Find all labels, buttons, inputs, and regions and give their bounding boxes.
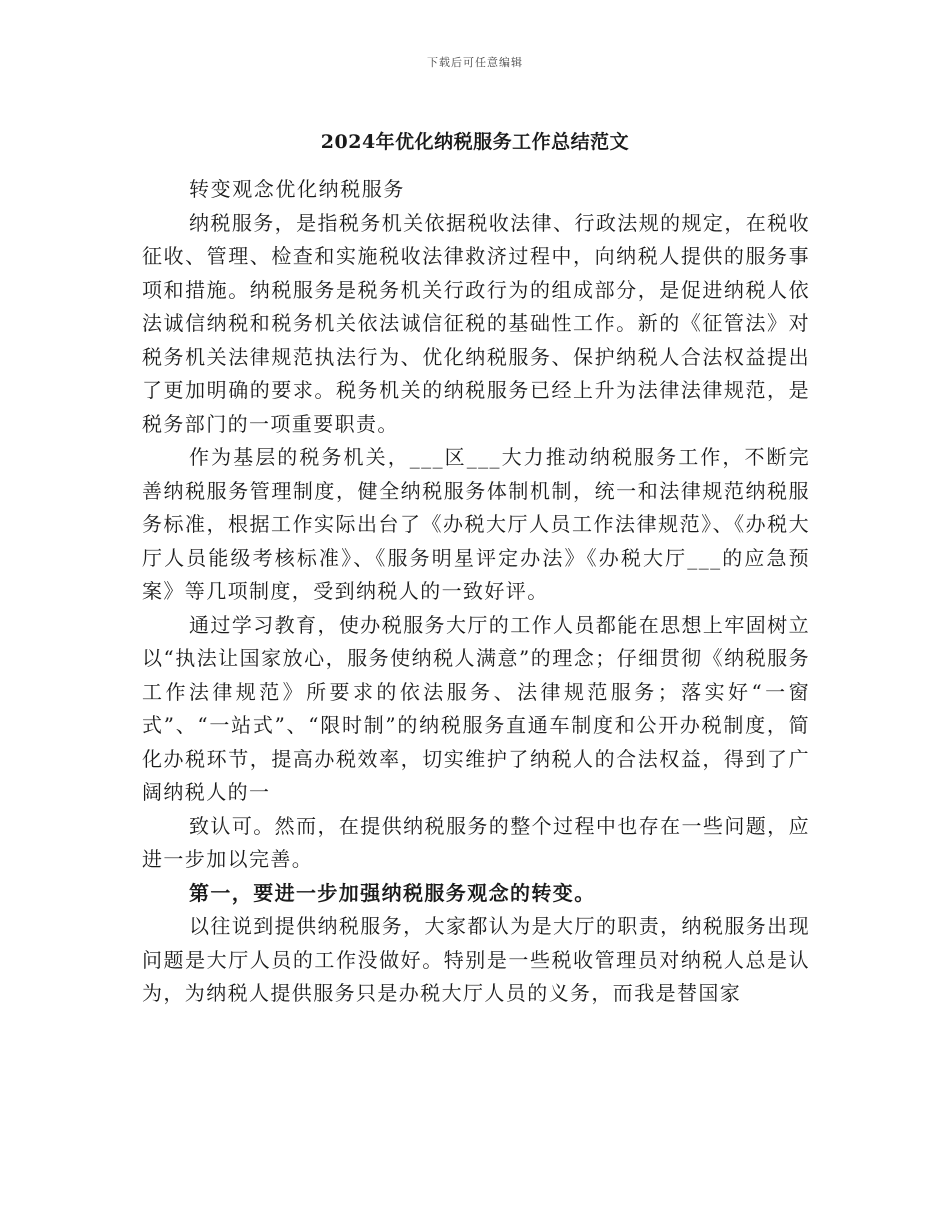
paragraph-3: 通过学习教育，使办税服务大厅的工作人员都能在思想上牢固树立以“执法让国家放心，服务使纳税人满意”的理念；仔细贯彻《纳税服务工作法律规范》所要求的依法服务、法律规范服务；落实好“一窗式”、“一站式”、“限时制”的纳税服务直通车制度和公开办税制度，简化办税环节，提高办税效率，切实维护了纳税人的合法权益，得到了广阔纳税人的一 xyxy=(142,612,810,804)
section-heading: 第一，要进一步加强纳税服务观念的转变。 xyxy=(189,880,596,905)
paragraph-1: 纳税服务，是指税务机关依据税收法律、行政法规的规定，在税收征收、管理、检查和实施税收法律救济过程中，向纳税人提供的服务事项和措施。纳税服务是税务机关行政行为的组成部分，是促进纳税人依法诚信纳税和税务机关依法诚信征税的基础性工作。新的《征管法》对税务机关法律规范执法行为、优化纳税服务、保护纳税人合法权益提出了更加明确的要求。税务机关的纳税服务已经上升为法律法律规范，是税务部门的一项重要职责。 xyxy=(142,210,810,436)
paragraph-2: 作为基层的税务机关，___区___大力推动纳税服务工作，不断完善纳税服务管理制度，健全纳税服务体制机制，统一和法律规范纳税服务标准，根据工作实际出台了《办税大厅人员工作法律规范》、《办税大厅人员能级考核标准》、《服务明星评定办法》《办税大厅___的应急预案》等几项制度，受到纳税人的一致好评。 xyxy=(142,445,810,603)
document-body xyxy=(142,173,810,1011)
page-header-note: 下载后可任意编辑 xyxy=(427,56,523,69)
document-subtitle: 转变观念优化纳税服务 xyxy=(189,177,405,201)
paragraph-5: 以往说到提供纳税服务，大家都认为是大厅的职责，纳税服务出现问题是大厅人员的工作没做好。特别是一些税收管理员对纳税人总是认为，为纳税人提供服务只是办税大厅人员的义务，而我是替国家 xyxy=(142,914,810,1005)
document-title: 2024年优化纳税服务工作总结范文 xyxy=(320,131,630,153)
paragraph-4: 致认可。然而，在提供纳税服务的整个过程中也存在一些问题，应进一步加以完善。 xyxy=(142,813,810,871)
